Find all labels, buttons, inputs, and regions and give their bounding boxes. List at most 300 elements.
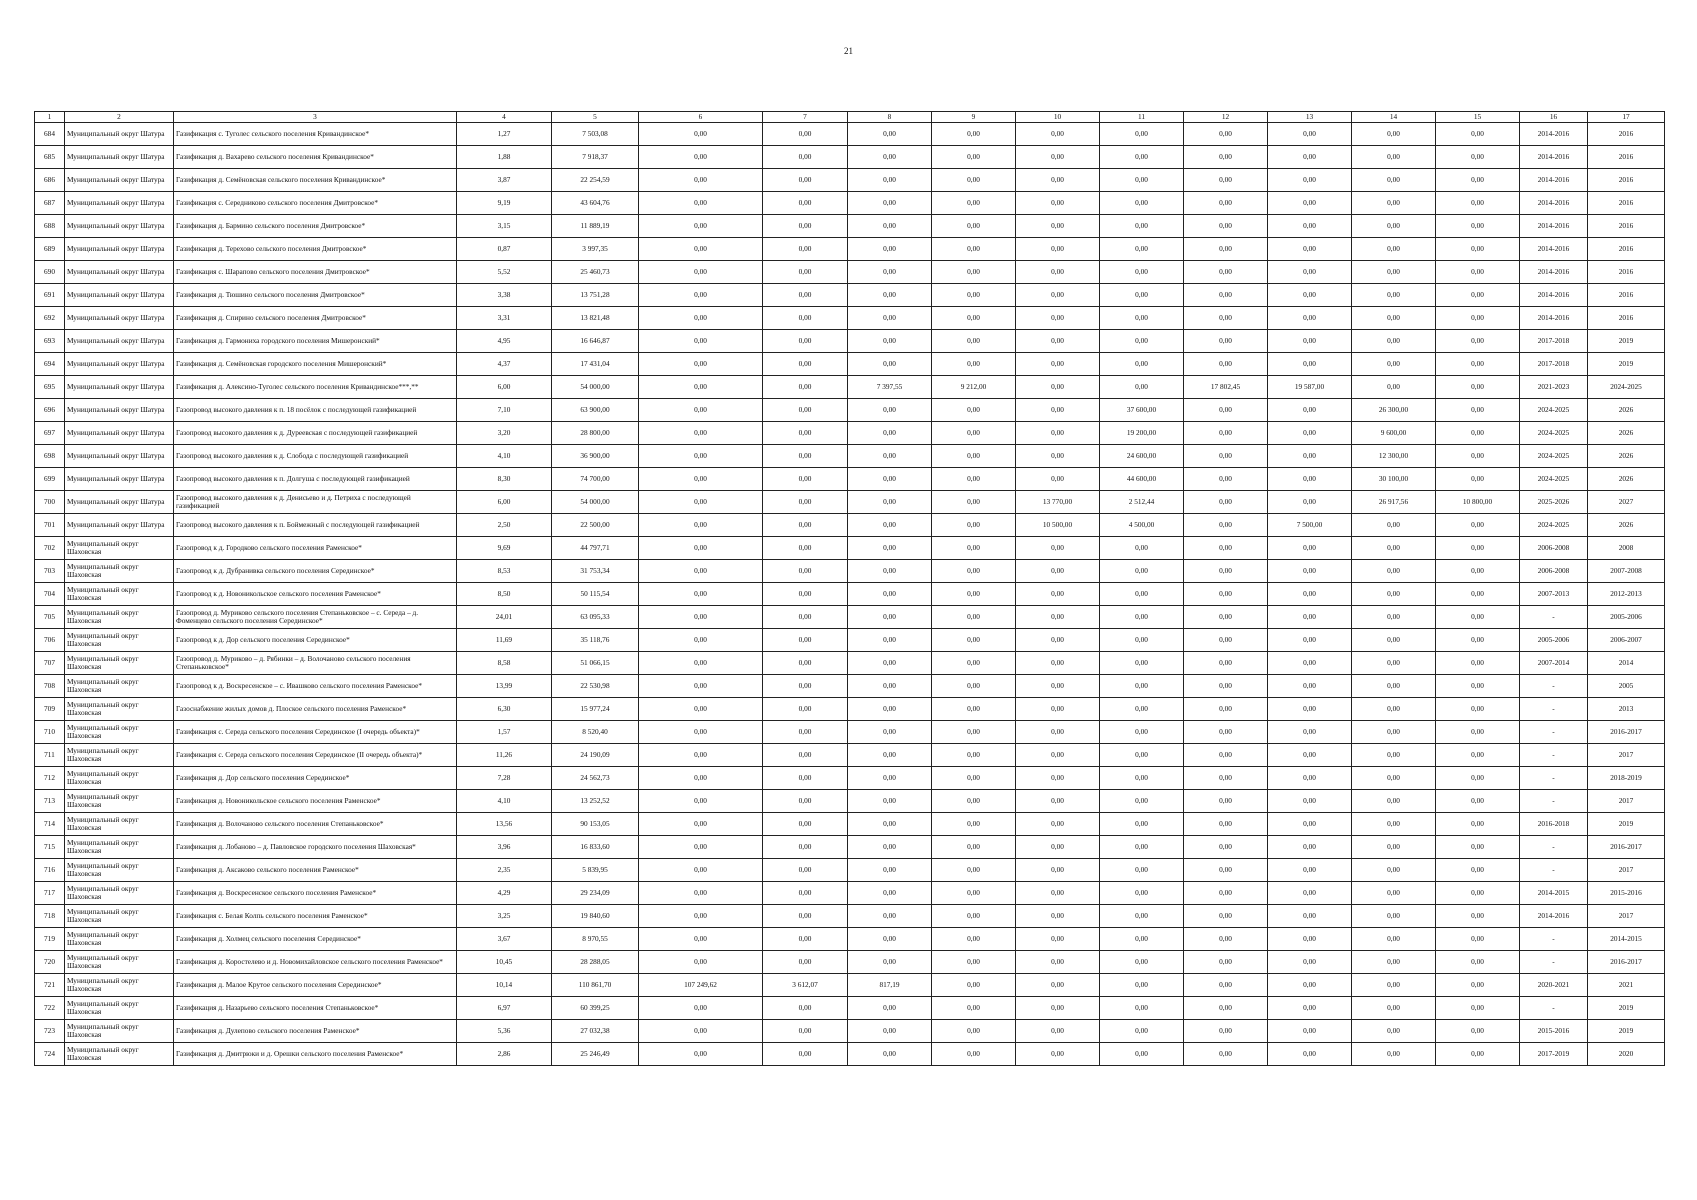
table-row	[35, 238, 1665, 261]
table-cell: Газификация д. Терехово сельского поселения Дмитровское*	[174, 238, 457, 261]
table-cell: 0,00	[932, 491, 1016, 514]
table-cell: 0,00	[1436, 537, 1520, 560]
table-cell: 10,45	[457, 951, 552, 974]
table-cell: 0,00	[639, 767, 763, 790]
table-cell: 0,00	[848, 192, 932, 215]
table-cell: 2017-2019	[1520, 1043, 1588, 1066]
table-cell: 0,00	[1184, 468, 1268, 491]
table-cell: 0,00	[932, 836, 1016, 859]
table-cell: 2016	[1588, 215, 1665, 238]
table-cell: 0,00	[1268, 491, 1352, 514]
table-cell: 0,00	[639, 422, 763, 445]
table-cell: 0,00	[848, 652, 932, 675]
table-cell: 50 115,54	[552, 583, 639, 606]
table-cell: 3 997,35	[552, 238, 639, 261]
column-header: 2	[65, 112, 174, 123]
table-cell: 2016	[1588, 307, 1665, 330]
table-cell: 36 900,00	[552, 445, 639, 468]
table-cell: 704	[35, 583, 65, 606]
table-cell: Муниципальный округ Шатура	[65, 192, 174, 215]
table-cell: 0,00	[639, 376, 763, 399]
table-cell: 715	[35, 836, 65, 859]
table-cell: 0,00	[1100, 353, 1184, 376]
table-cell: 0,00	[848, 790, 932, 813]
table-cell: 0,00	[763, 238, 848, 261]
table-cell: 2016	[1588, 169, 1665, 192]
table-cell: 0,00	[1436, 744, 1520, 767]
table-cell: 723	[35, 1020, 65, 1043]
table-cell: 54 000,00	[552, 491, 639, 514]
table-cell: Газопровод к д. Дубранивка сельского поселения Серединское*	[174, 560, 457, 583]
table-cell: 2016	[1588, 284, 1665, 307]
table-cell: 0,00	[639, 790, 763, 813]
table-cell: 7,10	[457, 399, 552, 422]
table-cell: 0,00	[848, 836, 932, 859]
table-cell: Муниципальный округ Шаховская	[65, 905, 174, 928]
table-cell: 0,00	[1100, 307, 1184, 330]
table-cell: 0,87	[457, 238, 552, 261]
table-cell: 0,00	[1184, 399, 1268, 422]
table-cell: 8,30	[457, 468, 552, 491]
table-cell: 0,00	[1016, 1020, 1100, 1043]
table-cell: 0,00	[1352, 675, 1436, 698]
table-cell: 684	[35, 123, 65, 146]
table-cell: 11,26	[457, 744, 552, 767]
table-cell: 3,96	[457, 836, 552, 859]
table-cell: Газификация с. Середа сельского поселения Серединское (I очередь объекта)*	[174, 721, 457, 744]
table-cell: 0,00	[1352, 974, 1436, 997]
table-cell: 0,00	[848, 353, 932, 376]
table-cell: 0,00	[848, 629, 932, 652]
table-cell: 0,00	[1436, 721, 1520, 744]
table-cell: 0,00	[848, 905, 932, 928]
table-cell: 0,00	[1268, 629, 1352, 652]
table-cell: 0,00	[1268, 767, 1352, 790]
table-cell: 4,10	[457, 790, 552, 813]
table-cell: 2014-2015	[1520, 882, 1588, 905]
table-cell: 60 399,25	[552, 997, 639, 1020]
table-cell: 0,00	[1268, 1043, 1352, 1066]
table-cell: 8,53	[457, 560, 552, 583]
table-cell: 0,00	[1184, 652, 1268, 675]
table-cell: 0,00	[932, 261, 1016, 284]
table-cell: 0,00	[1016, 721, 1100, 744]
table-cell: 0,00	[1436, 146, 1520, 169]
table-cell: Газификация д. Семёновская городского поселения Мишеронский*	[174, 353, 457, 376]
table-cell: 15 977,24	[552, 698, 639, 721]
table-cell: 0,00	[1016, 468, 1100, 491]
table-cell: 0,00	[1268, 882, 1352, 905]
table-cell: 2006-2008	[1520, 560, 1588, 583]
table-cell: 0,00	[639, 1043, 763, 1066]
table-cell: 722	[35, 997, 65, 1020]
table-cell: 2026	[1588, 514, 1665, 537]
table-cell: 2017	[1588, 859, 1665, 882]
table-cell: 0,00	[1184, 537, 1268, 560]
table-cell: 0,00	[1436, 974, 1520, 997]
table-cell: 0,00	[639, 997, 763, 1020]
table-cell: 0,00	[1268, 192, 1352, 215]
table-cell: -	[1520, 836, 1588, 859]
table-cell: 0,00	[763, 353, 848, 376]
table-cell: 0,00	[763, 836, 848, 859]
table-cell: 0,00	[1268, 928, 1352, 951]
table-cell: 689	[35, 238, 65, 261]
table-cell: 2019	[1588, 1020, 1665, 1043]
table-cell: 687	[35, 192, 65, 215]
table-cell: 0,00	[1184, 698, 1268, 721]
table-cell: 0,00	[1268, 1020, 1352, 1043]
table-cell: Муниципальный округ Шаховская	[65, 1020, 174, 1043]
table-cell: 0,00	[1184, 767, 1268, 790]
table-cell: 0,00	[1352, 721, 1436, 744]
table-cell: 0,00	[763, 376, 848, 399]
table-cell: 1,88	[457, 146, 552, 169]
table-cell: 4,37	[457, 353, 552, 376]
table-cell: 0,00	[1436, 652, 1520, 675]
column-header: 1	[35, 112, 65, 123]
table-cell: 10 800,00	[1436, 491, 1520, 514]
table-cell: 0,00	[1268, 698, 1352, 721]
table-cell: 0,00	[1184, 997, 1268, 1020]
data-table	[34, 111, 1665, 1066]
table-cell: 701	[35, 514, 65, 537]
table-cell: 0,00	[1268, 307, 1352, 330]
table-cell: 3,15	[457, 215, 552, 238]
table-cell: 0,00	[763, 169, 848, 192]
table-cell: 2025-2026	[1520, 491, 1588, 514]
table-cell: 0,00	[848, 330, 932, 353]
table-cell: 2016	[1588, 146, 1665, 169]
table-cell: 0,00	[1436, 905, 1520, 928]
table-cell: Газификация д. Гармониха городского поселения Мишеронский*	[174, 330, 457, 353]
table-cell: 0,00	[1184, 261, 1268, 284]
table-cell: 0,00	[763, 192, 848, 215]
table-cell: 11 889,19	[552, 215, 639, 238]
table-cell: 0,00	[639, 353, 763, 376]
table-cell: Газификация д. Бармино сельского поселения Дмитровское*	[174, 215, 457, 238]
table-cell: 0,00	[1016, 859, 1100, 882]
table-cell: 0,00	[763, 422, 848, 445]
table-cell: 0,00	[1184, 330, 1268, 353]
table-cell: 0,00	[639, 652, 763, 675]
table-cell: Газификация с. Белая Колпь сельского поселения Раменское*	[174, 905, 457, 928]
table-row	[35, 261, 1665, 284]
table-cell: 0,00	[639, 537, 763, 560]
table-cell: 0,00	[848, 675, 932, 698]
table-cell: 685	[35, 146, 65, 169]
table-cell: 35 118,76	[552, 629, 639, 652]
table-cell: 0,00	[763, 491, 848, 514]
table-cell: 0,00	[1268, 146, 1352, 169]
table-cell: 2017-2018	[1520, 353, 1588, 376]
table-cell: 0,00	[763, 1043, 848, 1066]
table-cell: 16 833,60	[552, 836, 639, 859]
table-cell: 0,00	[1016, 238, 1100, 261]
table-cell: 0,00	[1184, 146, 1268, 169]
table-row	[35, 583, 1665, 606]
table-cell: 0,00	[639, 951, 763, 974]
table-cell: 0,00	[932, 606, 1016, 629]
table-cell: 0,00	[639, 514, 763, 537]
table-cell: 12 300,00	[1352, 445, 1436, 468]
table-cell: 0,00	[1016, 583, 1100, 606]
table-cell: 7 503,08	[552, 123, 639, 146]
table-row	[35, 905, 1665, 928]
table-cell: 0,00	[763, 698, 848, 721]
table-cell: 2019	[1588, 353, 1665, 376]
table-cell: 0,00	[1016, 905, 1100, 928]
table-cell: 10,14	[457, 974, 552, 997]
table-cell: 0,00	[1016, 882, 1100, 905]
table-cell: 0,00	[639, 629, 763, 652]
table-cell: 0,00	[1268, 721, 1352, 744]
table-cell: Газопровод высокого давления к д. Денисьево и д. Петриха с последующей газификацией	[174, 491, 457, 514]
table-cell: Муниципальный округ Шатура	[65, 353, 174, 376]
table-cell: 0,00	[1352, 928, 1436, 951]
table-cell: 0,00	[763, 928, 848, 951]
table-cell: Муниципальный округ Шаховская	[65, 997, 174, 1020]
table-cell: Муниципальный округ Шатура	[65, 238, 174, 261]
table-cell: 0,00	[1352, 537, 1436, 560]
table-cell: 90 153,05	[552, 813, 639, 836]
table-cell: 2014-2016	[1520, 261, 1588, 284]
table-cell: 0,00	[763, 514, 848, 537]
table-cell: 0,00	[932, 859, 1016, 882]
table-cell: Муниципальный округ Шатура	[65, 261, 174, 284]
table-cell: Газификация д. Вахарево сельского поселения Кривандинское*	[174, 146, 457, 169]
table-cell: -	[1520, 721, 1588, 744]
table-cell: 0,00	[639, 192, 763, 215]
table-cell: 16 646,87	[552, 330, 639, 353]
table-cell: 25 246,49	[552, 1043, 639, 1066]
table-cell: 2026	[1588, 422, 1665, 445]
table-cell: 3 612,07	[763, 974, 848, 997]
table-cell: 0,00	[1436, 215, 1520, 238]
column-header: 12	[1184, 112, 1268, 123]
table-cell: 3,20	[457, 422, 552, 445]
table-cell: 0,00	[1100, 675, 1184, 698]
table-cell: Газификация д. Спирино сельского поселения Дмитровское*	[174, 307, 457, 330]
table-cell: 0,00	[639, 583, 763, 606]
table-cell: 0,00	[848, 468, 932, 491]
table-cell: 26 300,00	[1352, 399, 1436, 422]
column-header: 7	[763, 112, 848, 123]
table-cell: 0,00	[1184, 583, 1268, 606]
table-cell: 0,00	[848, 491, 932, 514]
table-cell: 0,00	[1016, 629, 1100, 652]
table-cell: 0,00	[1352, 169, 1436, 192]
table-cell: 724	[35, 1043, 65, 1066]
table-cell: 0,00	[932, 652, 1016, 675]
table-cell: 0,00	[1100, 537, 1184, 560]
table-cell: 691	[35, 284, 65, 307]
table-cell: 0,00	[1184, 169, 1268, 192]
table-cell: 2015-2016	[1588, 882, 1665, 905]
table-cell: 2024-2025	[1588, 376, 1665, 399]
table-cell: 43 604,76	[552, 192, 639, 215]
table-cell: 0,00	[1100, 882, 1184, 905]
table-row	[35, 146, 1665, 169]
table-cell: 0,00	[1436, 997, 1520, 1020]
table-cell: 0,00	[1268, 790, 1352, 813]
table-cell: 705	[35, 606, 65, 629]
table-cell: 0,00	[1436, 882, 1520, 905]
table-cell: 4,95	[457, 330, 552, 353]
table-cell: 0,00	[1352, 560, 1436, 583]
table-cell: 0,00	[1184, 928, 1268, 951]
table-cell: 0,00	[1016, 606, 1100, 629]
table-cell: 110 861,70	[552, 974, 639, 997]
table-cell: 2005-2006	[1588, 606, 1665, 629]
table-cell: Газификация с. Туголес сельского поселения Кривандинское*	[174, 123, 457, 146]
table-cell: 0,00	[1100, 790, 1184, 813]
table-cell: 0,00	[1100, 951, 1184, 974]
table-row	[35, 1020, 1665, 1043]
table-cell: -	[1520, 675, 1588, 698]
table-cell: 0,00	[848, 146, 932, 169]
table-cell: 0,00	[1016, 169, 1100, 192]
table-cell: 0,00	[639, 307, 763, 330]
table-cell: 0,00	[1436, 238, 1520, 261]
table-cell: Газификация д. Дулепово сельского поселения Раменское*	[174, 1020, 457, 1043]
table-cell: 0,00	[1352, 606, 1436, 629]
table-cell: 0,00	[639, 284, 763, 307]
table-cell: 0,00	[1352, 1043, 1436, 1066]
table-cell: 0,00	[1184, 629, 1268, 652]
table-cell: 0,00	[1016, 445, 1100, 468]
table-row	[35, 882, 1665, 905]
table-cell: 0,00	[848, 859, 932, 882]
table-cell: 17 802,45	[1184, 376, 1268, 399]
table-cell: 0,00	[1184, 514, 1268, 537]
table-cell: 0,00	[1184, 284, 1268, 307]
table-cell: 0,00	[1436, 307, 1520, 330]
table-cell: 0,00	[848, 422, 932, 445]
table-cell: 0,00	[1352, 813, 1436, 836]
table-cell: 0,00	[848, 767, 932, 790]
table-cell: Муниципальный округ Шатура	[65, 445, 174, 468]
table-cell: 22 254,59	[552, 169, 639, 192]
table-cell: 0,00	[1016, 353, 1100, 376]
table-cell: 0,00	[763, 284, 848, 307]
table-cell: 0,00	[1352, 951, 1436, 974]
table-cell: 2026	[1588, 399, 1665, 422]
table-cell: Газификация с. Шарапово сельского поселения Дмитровское*	[174, 261, 457, 284]
table-cell: 0,00	[639, 215, 763, 238]
table-cell: 2026	[1588, 468, 1665, 491]
table-cell: 2012-2013	[1588, 583, 1665, 606]
table-cell: 2016-2017	[1588, 721, 1665, 744]
table-cell: 0,00	[1268, 560, 1352, 583]
table-cell: 0,00	[1184, 560, 1268, 583]
table-cell: -	[1520, 951, 1588, 974]
table-cell: 0,00	[1352, 376, 1436, 399]
table-cell: 711	[35, 744, 65, 767]
table-cell: 0,00	[763, 215, 848, 238]
table-cell: 26 917,56	[1352, 491, 1436, 514]
table-cell: 0,00	[1268, 422, 1352, 445]
table-cell: 0,00	[932, 445, 1016, 468]
table-cell: 2021-2023	[1520, 376, 1588, 399]
table-cell: 0,00	[1100, 836, 1184, 859]
table-cell: 3,25	[457, 905, 552, 928]
table-cell: 0,00	[763, 307, 848, 330]
table-cell: 2006-2008	[1520, 537, 1588, 560]
table-cell: 2024-2025	[1520, 514, 1588, 537]
table-cell: 0,00	[1268, 652, 1352, 675]
table-cell: 0,00	[848, 514, 932, 537]
table-cell: 0,00	[1184, 905, 1268, 928]
table-cell: 0,00	[763, 261, 848, 284]
table-cell: Газификация д. Тюшино сельского поселения Дмитровское*	[174, 284, 457, 307]
table-cell: 2007-2014	[1520, 652, 1588, 675]
table-cell: 0,00	[1184, 238, 1268, 261]
table-row	[35, 859, 1665, 882]
table-cell: 2005-2006	[1520, 629, 1588, 652]
table-cell: Газоснабжение жилых домов д. Плоское сельского поселения Раменское*	[174, 698, 457, 721]
table-row	[35, 560, 1665, 583]
table-cell: 0,00	[848, 606, 932, 629]
table-cell: Муниципальный округ Шатура	[65, 330, 174, 353]
table-cell: 3,38	[457, 284, 552, 307]
table-cell: 2024-2025	[1520, 399, 1588, 422]
table-cell: 0,00	[1268, 261, 1352, 284]
table-row	[35, 307, 1665, 330]
table-cell: 0,00	[763, 859, 848, 882]
table-cell: Газопровод к д. Городково сельского поселения Раменское*	[174, 537, 457, 560]
table-cell: 6,97	[457, 997, 552, 1020]
table-cell: 0,00	[1436, 1043, 1520, 1066]
table-cell: 710	[35, 721, 65, 744]
table-cell: 2014	[1588, 652, 1665, 675]
table-cell: 0,00	[1016, 836, 1100, 859]
table-cell: 0,00	[639, 468, 763, 491]
table-cell: 0,00	[1016, 192, 1100, 215]
table-cell: Газификация д. Лобаново – д. Павловское городского поселения Шаховская*	[174, 836, 457, 859]
table-cell: 0,00	[639, 698, 763, 721]
table-cell: 688	[35, 215, 65, 238]
table-cell: 0,00	[1268, 330, 1352, 353]
table-cell: 0,00	[1352, 284, 1436, 307]
table-cell: 0,00	[1268, 353, 1352, 376]
table-cell: Муниципальный округ Шатура	[65, 307, 174, 330]
table-cell: 0,00	[848, 928, 932, 951]
table-cell: 2016-2017	[1588, 951, 1665, 974]
table-cell: Муниципальный округ Шатура	[65, 376, 174, 399]
table-cell: -	[1520, 997, 1588, 1020]
table-cell: 698	[35, 445, 65, 468]
table-cell: 699	[35, 468, 65, 491]
table-row	[35, 514, 1665, 537]
table-cell: 0,00	[639, 123, 763, 146]
table-cell: 0,00	[1184, 491, 1268, 514]
table-cell: 0,00	[1184, 836, 1268, 859]
table-cell: Газопровод д. Муриково – д. Рябинки – д. Волочаново сельского поселения Степаньковское*	[174, 652, 457, 675]
table-cell: 0,00	[639, 606, 763, 629]
table-cell: 0,00	[1352, 836, 1436, 859]
table-cell: 24,01	[457, 606, 552, 629]
table-cell: 2,50	[457, 514, 552, 537]
table-cell: 2016	[1588, 238, 1665, 261]
table-cell: 0,00	[932, 951, 1016, 974]
table-cell: 0,00	[848, 698, 932, 721]
column-header: 17	[1588, 112, 1665, 123]
table-cell: 0,00	[1016, 813, 1100, 836]
table-cell: 2007-2008	[1588, 560, 1665, 583]
table-cell: 0,00	[1268, 583, 1352, 606]
table-cell: 19 587,00	[1268, 376, 1352, 399]
